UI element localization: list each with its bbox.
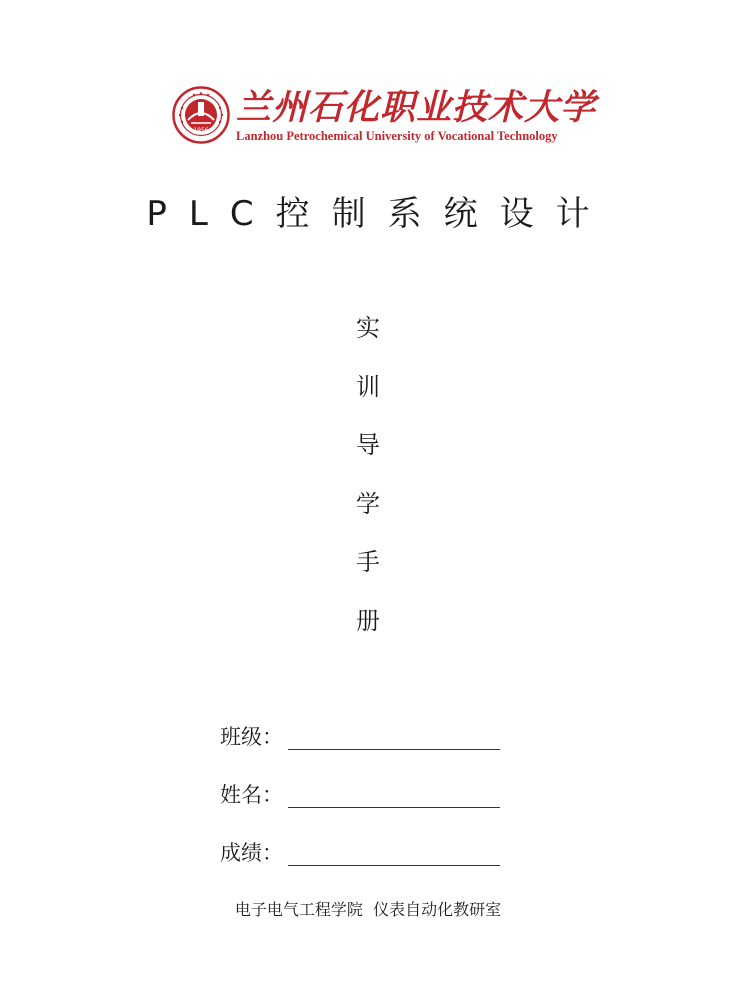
subtitle-char: 导 bbox=[356, 431, 380, 460]
document-title: PLC控制系统设计 bbox=[146, 194, 612, 234]
university-name-chinese: 兰州石化职业技术大学 bbox=[236, 87, 597, 128]
subtitle-vertical bbox=[344, 313, 392, 665]
name-label: 姓名： bbox=[220, 783, 283, 807]
university-name-english: Lanzhou Petrochemical University of Vocational Technology bbox=[236, 129, 558, 143]
subtitle-char: 实 bbox=[356, 314, 380, 342]
grade-blank-line bbox=[288, 865, 500, 866]
class-blank-line bbox=[288, 749, 500, 750]
university-seal-icon bbox=[172, 86, 230, 144]
subtitle-char: 训 bbox=[356, 372, 380, 401]
class-label: 班级： bbox=[220, 725, 283, 749]
subtitle-char: 学 bbox=[356, 489, 380, 518]
grade-label: 成绩： bbox=[220, 841, 283, 865]
department-footer: 电子电气工程学院 仪表自动化教研室 bbox=[234, 900, 502, 919]
name-blank-line bbox=[288, 807, 500, 808]
subtitle-char: 手 bbox=[356, 548, 380, 577]
subtitle-char: 册 bbox=[356, 606, 380, 635]
university-logo bbox=[172, 86, 597, 148]
svg-text:1956: 1956 bbox=[193, 127, 209, 134]
